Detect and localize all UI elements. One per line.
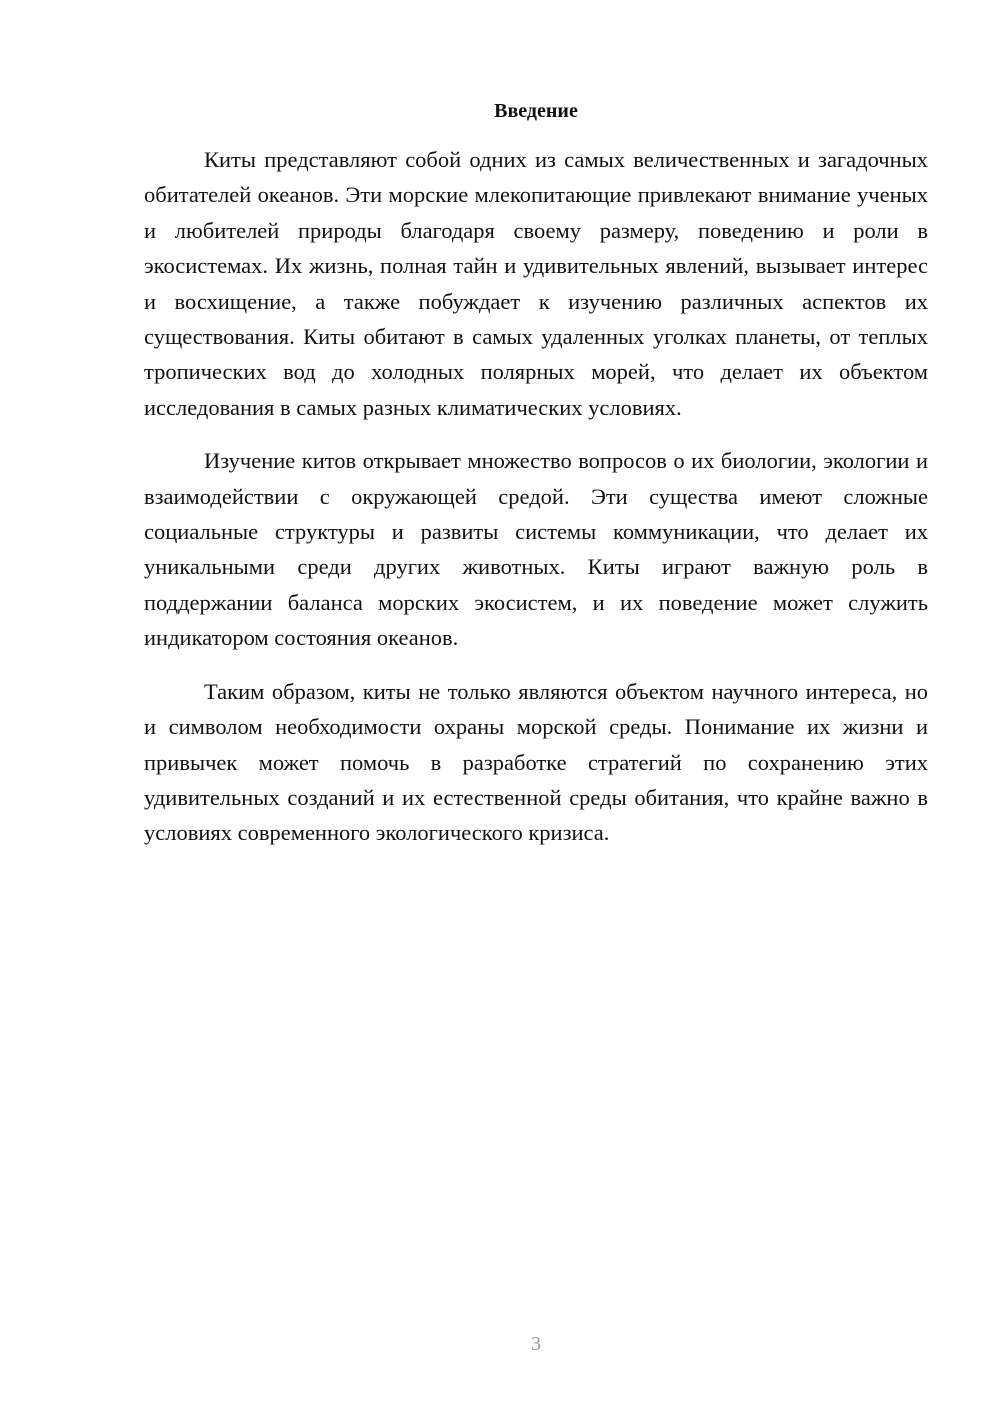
paragraph-3: Таким образом, киты не только являются объектом научного интереса, но и символом необходимости охраны морской среды. Понимание их жизни и привычек может помочь в разработке стратегий по сохранению этих удивительных созданий и их естественной среды обитания, что крайне важно в условиях современного экологического кризиса. [144,678,928,846]
paragraph-2: Изучение китов открывает множество вопросов о их биологии, экологии и взаимодействии с окружающей средой. Эти существа имеют сложные социальные структуры и развиты системы коммуникации, что делает их уникальными среди других животных. Киты играют важную роль в поддержании баланса морских экосистем, и их поведение может служить индикатором состояния океанов. [144,448,928,651]
paragraph-1: Киты представляют собой одних из самых величественных и загадочных обитателей океанов. Эти морские млекопитающие привлекают внимание ученых и любителей природы благодаря своему размеру, поведению и роли в экосистемах. Их жизнь, полная тайн и удивительных явлений, вызывает интерес и восхищение, а также побуждает к изучению различных аспектов их существования. Киты обитают в самых удаленных уголках планеты, от теплых тропических вод до холодных полярных морей, что делает их объектом исследования в самых разных климатических условиях. [144,147,928,420]
page-number: 3 [531,1333,541,1355]
document-body [144,142,928,869]
page-title: Введение [494,100,578,122]
